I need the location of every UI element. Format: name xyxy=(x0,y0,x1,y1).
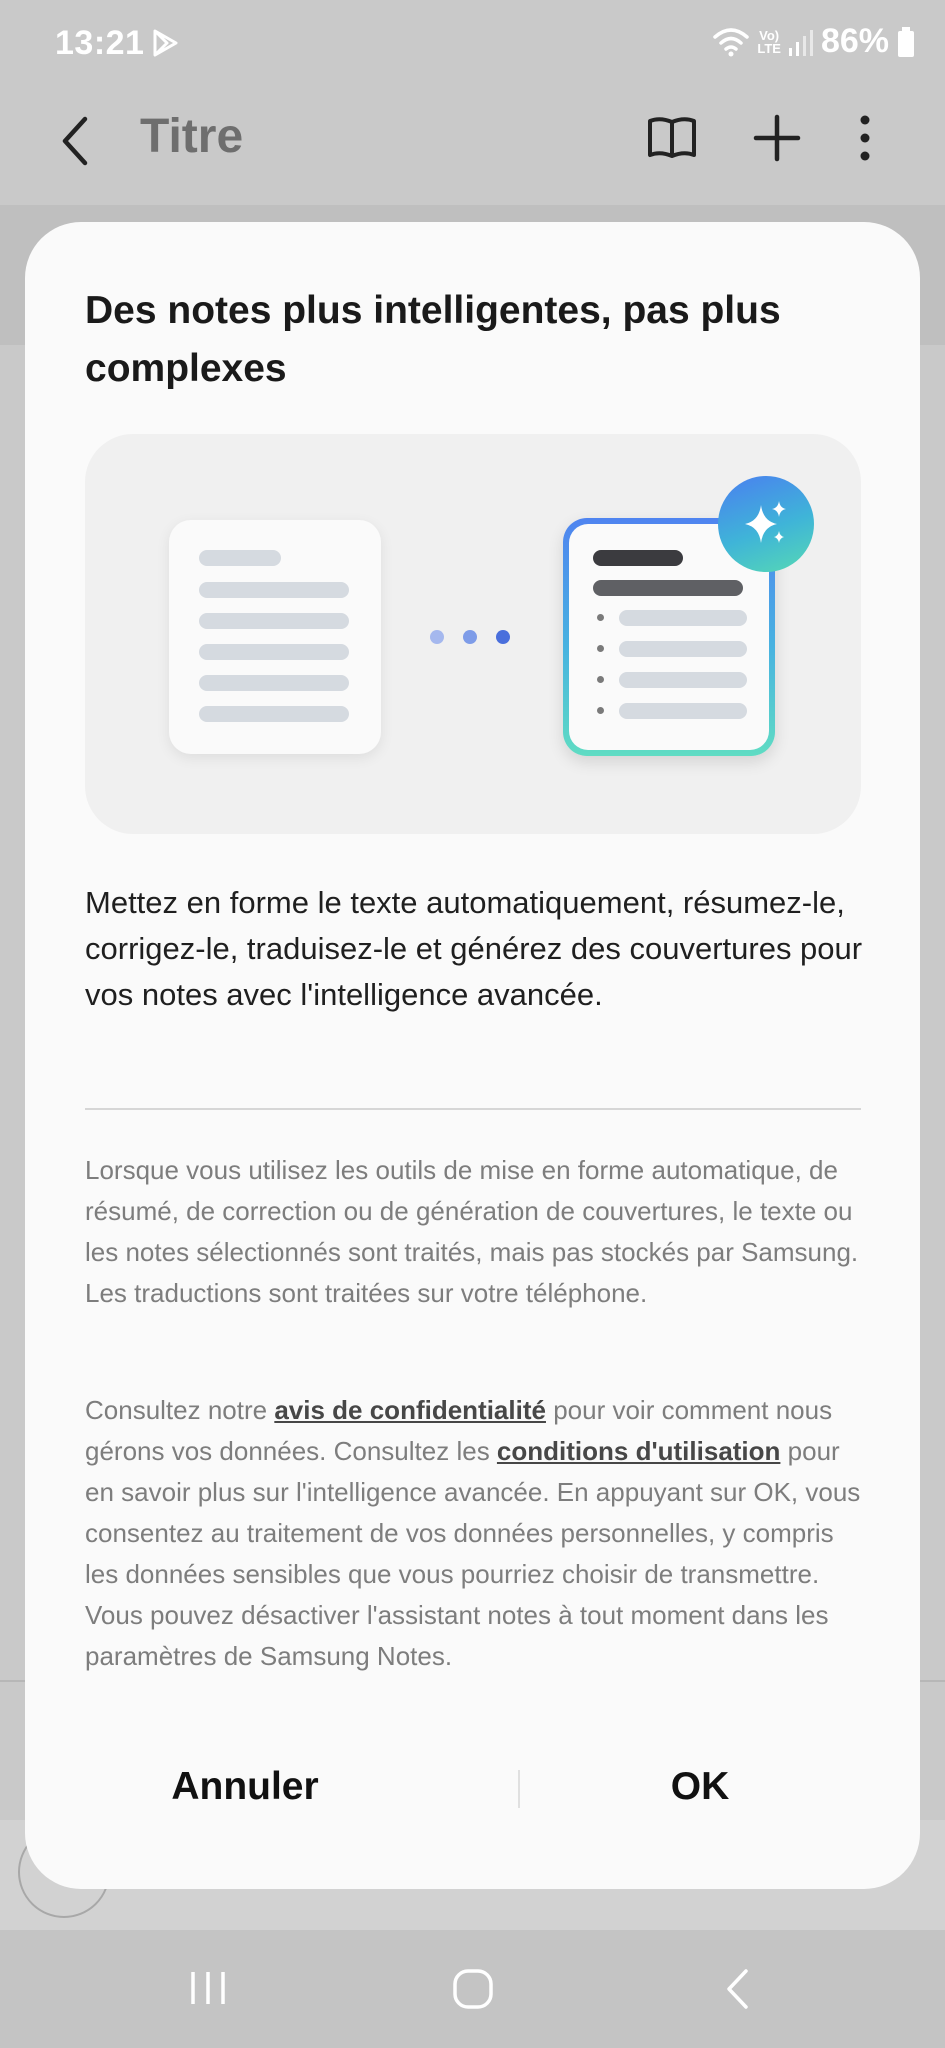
progress-dots-icon xyxy=(430,630,529,649)
wifi-icon xyxy=(713,27,749,57)
recent-apps-icon[interactable] xyxy=(188,1970,228,2006)
status-time: 13:21 xyxy=(55,24,145,62)
dot-3 xyxy=(496,630,510,644)
ai-consent-dialog xyxy=(25,222,920,1889)
legal-text xyxy=(85,1390,870,1677)
dialog-title: Des notes plus intelligentes, pas plus complexes xyxy=(85,289,781,390)
processing-info-text: Lorsque vous utilisez les outils de mise en forme automatique, de résumé, de correction ou de génération de couvertures, le texte ou les notes sélectionnés sont traités, mais pas stockés par Samsung. Les traductions sont traitées sur votre téléphone. xyxy=(85,1155,859,1308)
legal-text-part-2: pour voir comment nous gérons vos données. Consultez les xyxy=(85,1395,833,1466)
back-icon[interactable] xyxy=(724,1968,750,2010)
dialog-description: Mettez en forme le texte automatiquement, résumez-le, corrigez-le, traduisez-le et générez des couvertures pour vos notes avec l'intelligence avancée. xyxy=(85,885,863,1012)
cancel-button[interactable]: Annuler xyxy=(55,1752,435,1822)
plus-icon[interactable] xyxy=(752,113,802,163)
dot-1 xyxy=(430,630,444,644)
volte-top-label: Vo) xyxy=(759,27,780,43)
ai-sparkle-icon xyxy=(718,476,814,572)
feature-illustration xyxy=(85,434,861,834)
document-icon xyxy=(169,520,381,754)
terms-of-use-link[interactable]: conditions d'utilisation xyxy=(496,1436,781,1466)
status-bar xyxy=(0,0,945,90)
home-icon[interactable] xyxy=(452,1968,494,2010)
privacy-notice-link[interactable]: avis de confidentialité xyxy=(274,1395,546,1425)
more-vertical-icon[interactable] xyxy=(858,113,872,163)
volte-bottom-label: LTE xyxy=(757,40,781,56)
play-store-icon xyxy=(150,28,180,58)
legal-text-part-3: pour en savoir plus sur l'intelligence avancée. En appuyant sur OK, vous consentez au traitement de vos données personnelles, y compris les données sensibles que vous pourriez choisir de transmettre. Vous pouvez désactiver l'assistant notes à tout moment dans les paramètres de Samsung Notes. xyxy=(85,1436,861,1671)
signal-icon xyxy=(789,28,813,56)
ok-button[interactable]: OK xyxy=(510,1752,890,1822)
battery-icon xyxy=(897,27,915,57)
app-bar xyxy=(0,95,945,205)
page-title: Titre xyxy=(140,110,244,163)
battery-percent: 86% xyxy=(820,22,889,60)
status-right-group xyxy=(713,22,915,61)
dot-2 xyxy=(463,630,477,644)
dialog-divider xyxy=(85,1108,861,1110)
volte-indicator xyxy=(757,29,781,55)
legal-text-part-1: Consultez notre xyxy=(85,1395,275,1425)
book-icon[interactable] xyxy=(646,115,698,161)
back-arrow-icon[interactable] xyxy=(55,111,95,171)
